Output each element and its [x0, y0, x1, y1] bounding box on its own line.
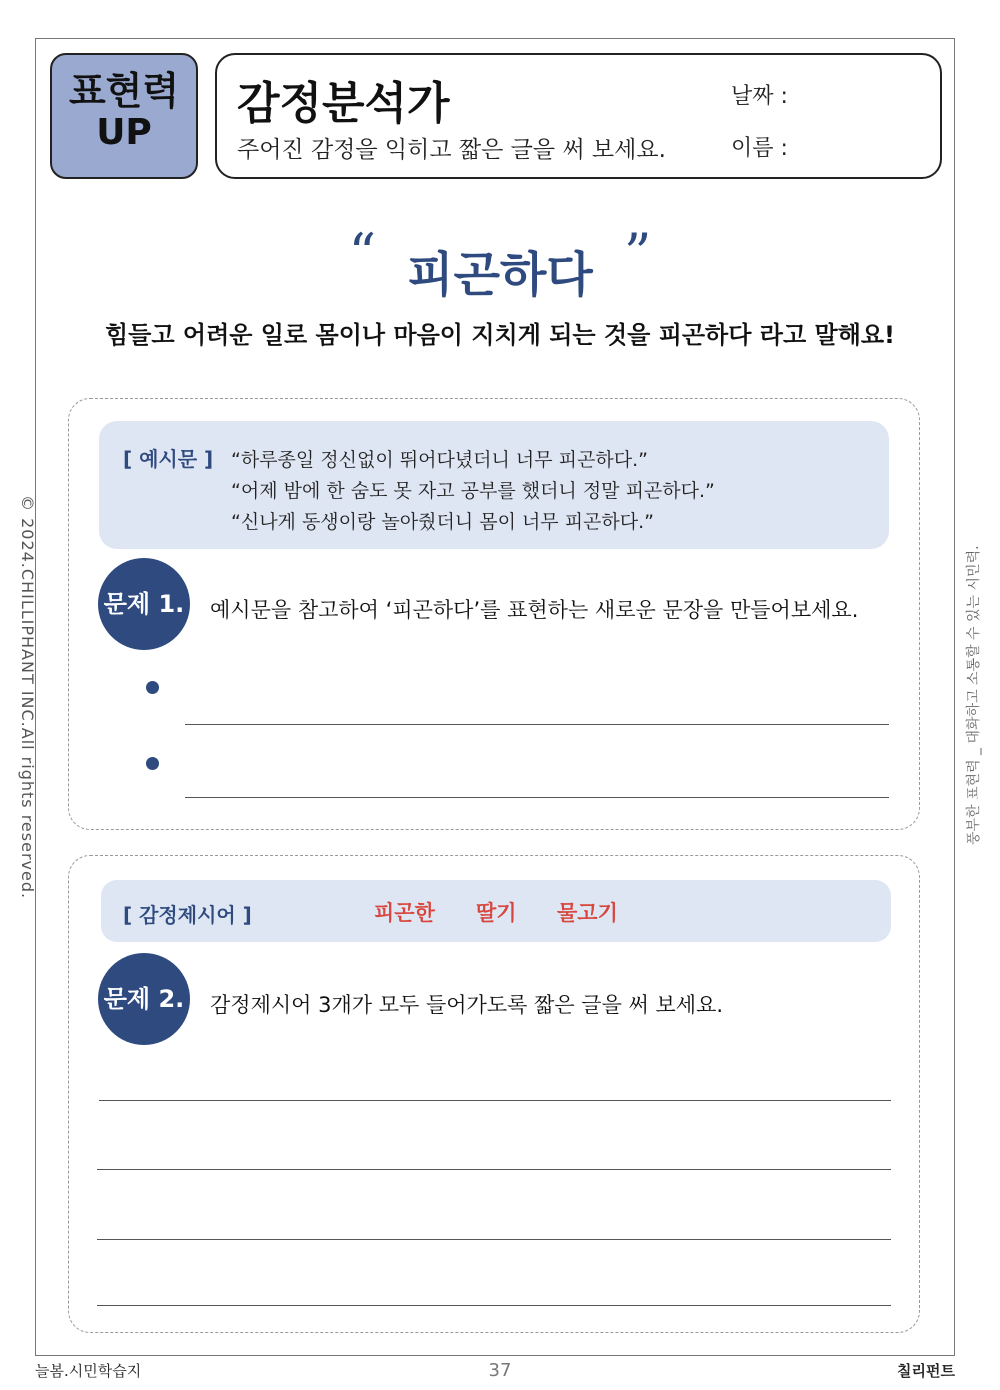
emotion-word: 피곤하다: [407, 247, 593, 303]
name-label: 이름 :: [731, 136, 788, 161]
bullet-dot: [146, 681, 159, 694]
writing-line[interactable]: [99, 1100, 891, 1101]
writing-line[interactable]: [97, 1239, 891, 1240]
badge-line1: 표현력: [68, 69, 180, 113]
example-line: “신나게 동생이랑 놀아줬더니 몸이 너무 피곤하다.”: [231, 511, 655, 533]
question2-number: 문제 2.: [98, 953, 190, 1045]
writing-line[interactable]: [97, 1169, 891, 1170]
skill-badge: [50, 53, 198, 179]
close-quote: ”: [623, 222, 652, 285]
page-number: 37: [488, 1360, 512, 1381]
example-panel: [99, 421, 889, 549]
example-line: “어제 밤에 한 숨도 못 자고 공부를 했더니 정말 피곤하다.”: [231, 480, 715, 502]
side-tagline: 풍부한 표현력 _ 대화하고 소통할 수 있는 시민력.: [966, 545, 982, 845]
keyword-item: 피곤한: [374, 901, 435, 925]
keyword-panel: [101, 880, 891, 942]
question1-number: 문제 1.: [98, 558, 190, 650]
bullet-dot: [146, 757, 159, 770]
word-definition: 힘들고 어려운 일로 몸이나 마음이 지치게 되는 것을 피곤하다 라고 말해요!: [104, 321, 896, 349]
date-label: 날짜 :: [731, 84, 788, 109]
footer-series: 늘봄.시민학습지: [35, 1362, 142, 1380]
question2-text: 감정제시어 3개가 모두 들어가도록 짧은 글을 써 보세요.: [210, 993, 724, 1017]
page-subtitle: 주어진 감정을 익히고 짧은 글을 써 보세요.: [237, 137, 666, 163]
badge-line2: UP: [96, 112, 152, 153]
footer-publisher: 칠리펀트: [897, 1362, 955, 1380]
copyright-text: © 2024.CHILLIPHANT INC.All rights reserved.: [18, 495, 37, 900]
emotion-word-heading: [0, 222, 1000, 303]
example-label: [ 예시문 ]: [123, 447, 214, 471]
keyword-item: 딸기: [476, 901, 517, 925]
keyword-item: 물고기: [557, 901, 618, 925]
open-quote: “: [348, 222, 377, 285]
writing-line[interactable]: [97, 1305, 891, 1306]
example-line: “하루종일 정신없이 뛰어다녔더니 너무 피곤하다.”: [231, 449, 648, 471]
page-title: 감정분석가: [237, 78, 450, 129]
answer-line[interactable]: [185, 724, 889, 725]
question1-text: 예시문을 참고하여 ‘피곤하다’를 표현하는 새로운 문장을 만들어보세요.: [210, 598, 859, 622]
keyword-label: [ 감정제시어 ]: [123, 903, 252, 927]
answer-line[interactable]: [185, 797, 889, 798]
header-box: [215, 53, 942, 179]
